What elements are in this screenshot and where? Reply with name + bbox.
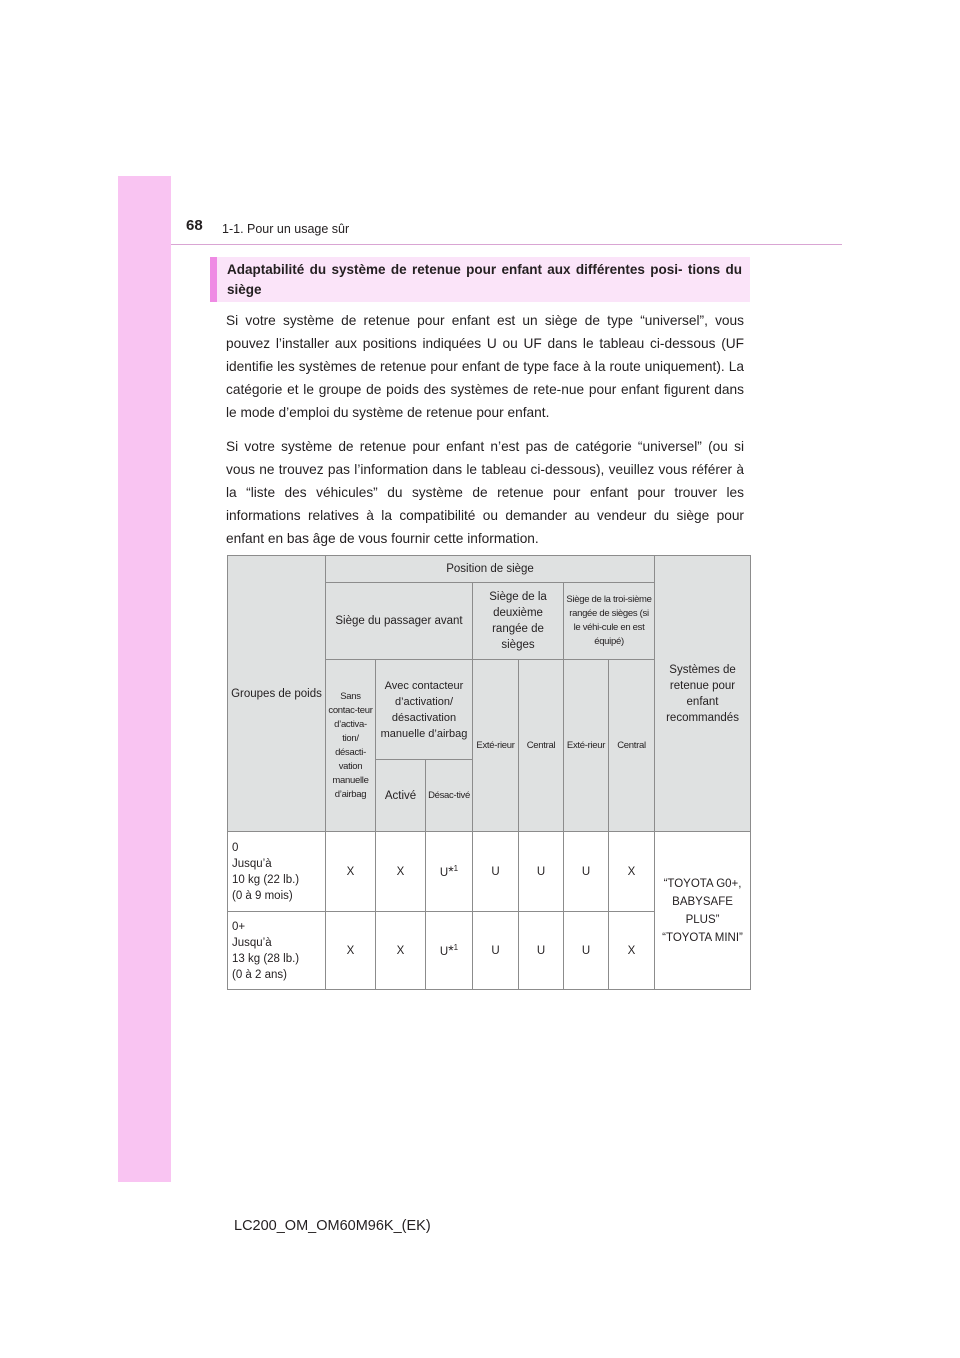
footnote-star: *	[448, 862, 454, 879]
header-weight-groups: Groupes de poids	[228, 556, 326, 832]
paragraph-universal: Si votre système de retenue pour enfant est un siège de type “universel”, vous pouvez l’installer aux positions indiquées U ou UF dans le tableau ci-dessous (UF identifie les systèmes de retenue pour enfant de type face à la route uniquement). La catégorie et le groupe de poids des systèmes de rete-nue pour enfant figurent dans le mode d’emploi du système de retenue pour enfant.	[226, 313, 744, 420]
cell-value-with-footnote	[426, 832, 473, 912]
cell-value: X	[609, 832, 655, 912]
cell-value: U	[473, 832, 519, 912]
header-with-airbag-switch: Avec contacteur d’activation/ désactivation manuelle d’airbag	[376, 660, 473, 760]
header-divider	[171, 244, 842, 245]
header-airbag-deactivated: Désac-tivé	[426, 760, 473, 832]
header-seat-position: Position de siège	[326, 556, 655, 583]
header-airbag-activated: Activé	[376, 760, 426, 832]
weight-group-cell: 0 Jusqu’à 10 kg (22 lb.) (0 à 9 mois)	[228, 832, 326, 912]
cell-value: U	[564, 912, 609, 990]
cell-value-with-footnote	[426, 912, 473, 990]
recommended-systems-cell: “TOYOTA G0+, BABYSAFE PLUS” “TOYOTA MINI”	[655, 832, 751, 990]
paragraph-non-universal: Si votre système de retenue pour enfant n’est pas de catégorie “universel” (ou si vous ne trouvez pas l’information dans le tableau ci-dessous), veuillez vous référer à la “liste des véhicules” du système de retenue pour enfant pour trouver les informations relatives à la compatibilité ou demander au vendeur du siège pour enfant en bas âge de vous fournir cette information.	[226, 439, 744, 546]
subsection-title: Adaptabilité du système de retenue pour enfant aux différentes posi- tions du siège	[210, 257, 750, 302]
page-number: 68	[186, 217, 203, 234]
footnote-star: *	[448, 941, 454, 958]
cell-value: X	[376, 832, 426, 912]
header-third-row-central: Central	[609, 660, 655, 832]
header-front-passenger-seat: Siège du passager avant	[326, 583, 473, 660]
chapter-side-tab	[118, 176, 171, 1182]
header-second-row-seat: Siège de la deuxième rangée de sièges	[473, 583, 564, 660]
table-row	[228, 832, 751, 912]
cell-value: U	[519, 832, 564, 912]
header-third-row-exterior: Exté-rieur	[564, 660, 609, 832]
cell-value: X	[609, 912, 655, 990]
header-third-row-seat: Siège de la troi-sième rangée de sièges (si le véhi-cule en est équipé)	[564, 583, 655, 660]
cell-value: U	[439, 866, 449, 879]
section-title: 1-1. Pour un usage sûr	[222, 222, 350, 236]
header-second-row-exterior: Exté-rieur	[473, 660, 519, 832]
cell-value: U	[519, 912, 564, 990]
cell-value: U	[564, 832, 609, 912]
footnote-number: 1	[453, 863, 459, 873]
cell-value: U	[473, 912, 519, 990]
footnote-number: 1	[453, 942, 459, 952]
document-code: LC200_OM_OM60M96K_(EK)	[234, 1218, 431, 1234]
cell-value: X	[376, 912, 426, 990]
header-recommended-systems: Systèmes de retenue pour enfant recommandés	[655, 556, 751, 832]
header-second-row-central: Central	[519, 660, 564, 832]
cell-value: X	[326, 912, 376, 990]
cell-value: X	[326, 832, 376, 912]
cell-value: U	[439, 945, 449, 958]
seat-compatibility-table	[227, 555, 751, 990]
weight-group-cell: 0+ Jusqu’à 13 kg (28 lb.) (0 à 2 ans)	[228, 912, 326, 990]
header-without-airbag-switch: Sans contac-teur d’activa-tion/ désacti-vation manuelle d’airbag	[326, 660, 376, 832]
